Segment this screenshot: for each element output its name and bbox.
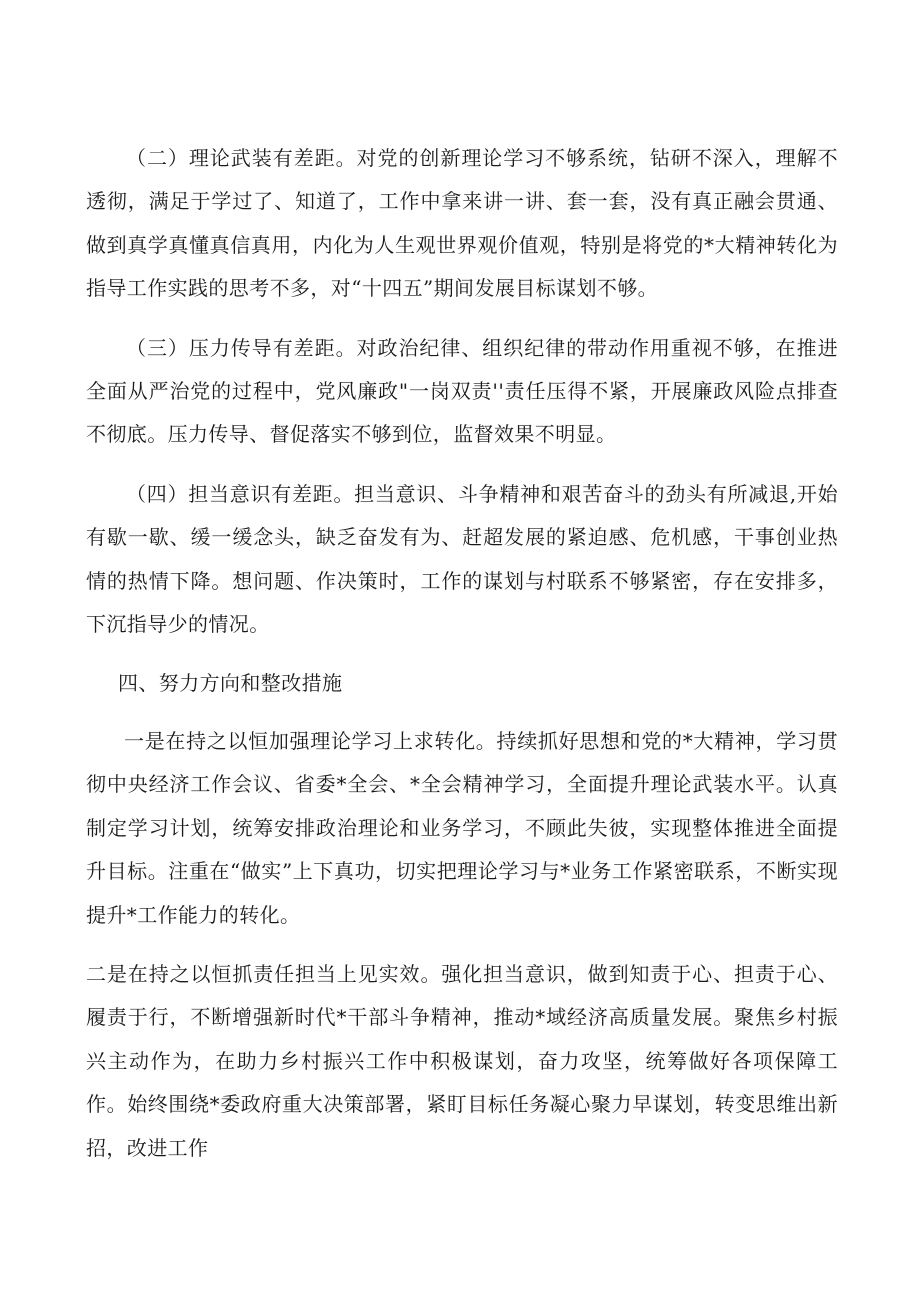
section-heading-improvement-measures: 四、努力方向和整改措施 [118,671,343,696]
paragraph-responsibility-gap: （四）担当意识有差距。担当意识、斗争精神和艰苦奋斗的劲头有所减退,开始有歇一歇、缓一缓念头，缺乏奋发有为、赶超发展的紧迫感、危机感，干事创业热情的热情下降。想问题、作决策时，工作的谋划与村联系不够紧密，存在安排多，下沉指导少的情况。 [86,481,838,637]
paragraph-theory-gap: （二）理论武装有差距。对党的创新理论学习不够系统，钻研不深入，理解不透彻，满足于学过了、知道了，工作中拿来讲一讲、套一套，没有真正融会贯通、做到真学真懂真信真用，内化为人生观世界观价值观，特别是将党的*大精神转化为指导工作实践的思考不多，对“十四五”期间发展目标谋划不够。 [86,146,838,301]
paragraph-measure-two: 二是在持之以恒抓责任担当上见实效。强化担当意识，做到知责于心、担责于心、履责于行，不断增强新时代*干部斗争精神，推动*域经济高质量发展。聚焦乡村振兴主动作为，在助力乡村振兴工作中积极谋划，奋力攻坚，统筹做好各项保障工作。始终围绕*委政府重大决策部署，紧盯目标任务凝心聚力早谋划，转变思维出新招，改进工作 [86,961,838,1160]
paragraph-measure-one: 一是在持之以恒加强理论学习上求转化。持续抓好思想和党的*大精神，学习贯彻中央经济工作会议、省委*全会、*全会精神学习，全面提升理论武装水平。认真制定学习计划，统筹安排政治理论和业务学习，不顾此失彼，实现整体推进全面提升目标。注重在“做实”上下真功，切实把理论学习与*业务工作紧密联系，不断实现提升*工作能力的转化。 [86,728,838,927]
paragraph-pressure-gap: （三）压力传导有差距。对政治纪律、组织纪律的带动作用重视不够，在推进全面从严治党的过程中，党风廉政"一岗双责''责任压得不紧，开展廉政风险点排查不彻底。压力传导、督促落实不够到位，监督效果不明显。 [86,335,838,447]
document-body [86,137,838,1170]
